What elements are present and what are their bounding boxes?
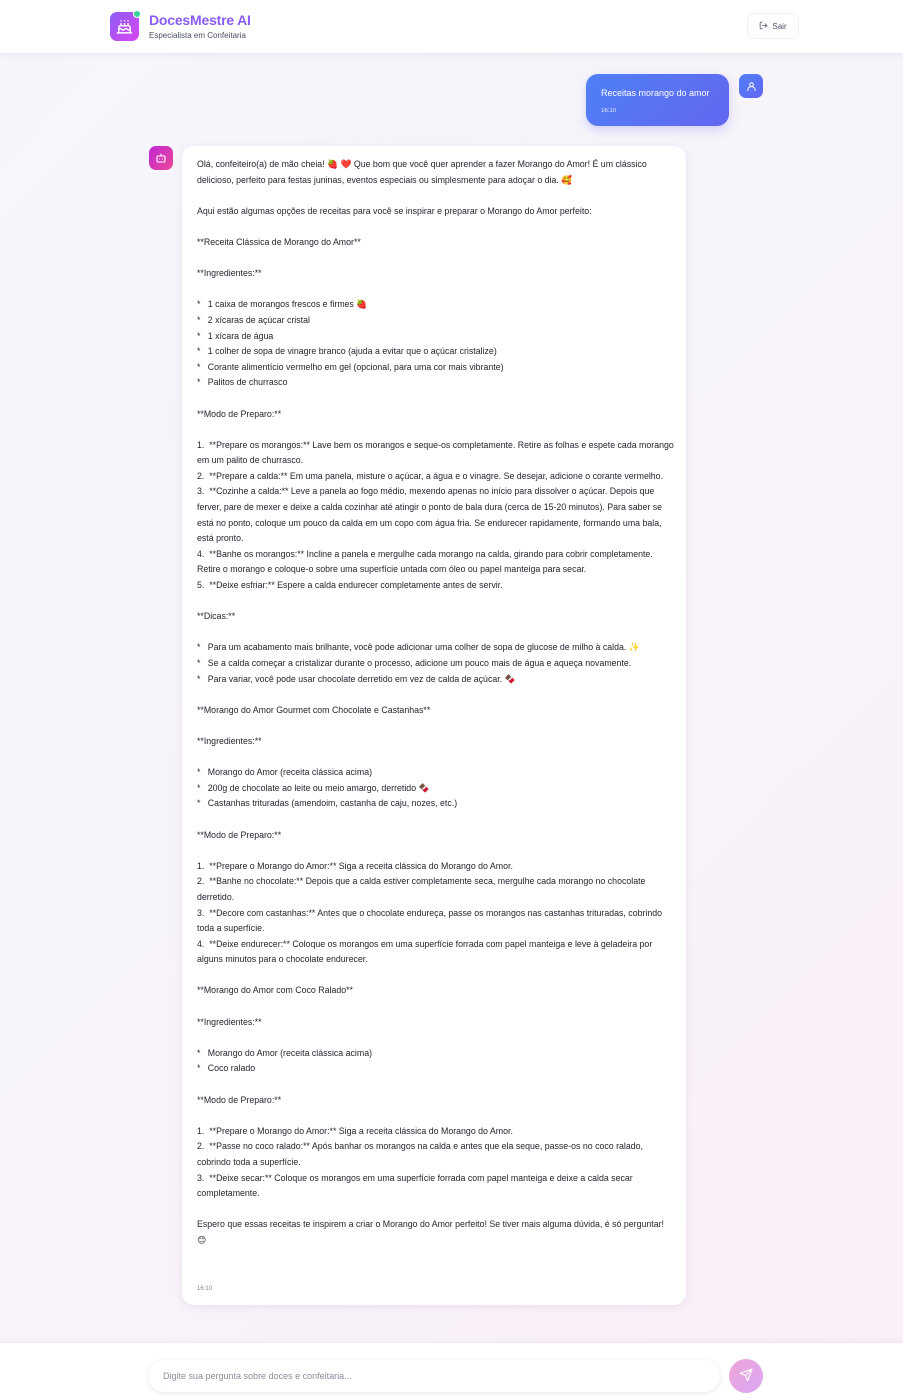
- bot-message-text: Olá, confeiteiro(a) de mão cheia! 🍓 ❤️ Que bom que você quer aprender a fazer Morango do Amor! É um clássico delicioso, perfeito para festas juninas, eventos especiais ou simplesmente para adoçar o dia. 🥰 Aqui estão algumas opções de receitas para você se inspirar e preparar o Morango do Amor perfeito: **Receita Clássica de Morango do Amor** **Ingredientes:** * 1 caixa de morangos frescos e firmes 🍓 * 2 xícaras de açúcar cristal * 1 xícara de água * 1 colher de sopa de vinagre branco (ajuda a evitar que o açúcar cristalize) * Corante alimentício vermelho em gel (opcional, para uma cor mais vibrante) * Palitos de churrasco **Modo de Preparo:** 1. **Prepare os morangos:** Lave bem os morangos e seque-os completamente. Retire as folhas e espete cada morango em um palito de churrasco. 2. **Prepare a calda:** Em uma panela, misture o açúcar, a água e o vinagre. Se desejar, adicione o corante vermelho. 3. **Cozinhe a calda:** Leve a panela ao fogo médio, mexendo apenas no início para dissolver o açúcar. Depois que ferver, pare de mexer e deixe a calda cozinhar até atingir o ponto de bala dura (cerca de 15-20 minutos). Para saber se está no ponto, coloque um pouco da calda em um copo com água fria. Se endurecer rapidamente, formando uma bala, está pronto. 4. **Banhe os morangos:** Incline a panela e mergulhe cada morango na calda, girando para cobrir completamente. Retire o morango e coloque-o sobre uma superfície untada com óleo ou papel manteiga para secar. 5. **Deixe esfriar:** Espere a calda endurecer completamente antes de servir. **Dicas:** * Para um acabamento mais brilhante, você pode adicionar uma colher de sopa de glucose de milho à calda. ✨ * Se a calda começar a cristalizar durante o processo, adicione um pouco mais de água e aqueça novamente. * Para variar, você pode usar chocolate derretido em vez de calda de açúcar. 🍫 **Morango do Amor Gourmet com Chocolate e Castanhas** **Ingredientes:** * Morango do Amor (receita clássica acima) * 200g de chocolate ao leite ou meio amargo, derretido 🍫 * Castanhas trituradas (amendoim, castanha de caju, nozes, etc.) **Modo de Preparo:** 1. **Prepare o Morango do Amor:** Siga a receita clássica do Morango do Amor. 2. **Banhe no chocolate:** Depois que a calda estiver completamente seca, mergulhe cada morango no chocolate derretido. 3. **Decore com castanhas:** Antes que o chocolate endureça, passe os morangos nas castanhas trituradas, cobrindo toda a superfície. 4. **Deixe endurecer:** Coloque os morangos em uma superfície forrada com papel manteiga e leve à geladeira por alguns minutos para o chocolate endurecer. **Morango do Amor com Coco Ralado** **Ingredientes:** * Morango do Amor (receita clássica acima) * Coco ralado **Modo de Preparo:** 1. **Prepare o Morango do Amor:** Siga a receita clássica do Morango do Amor. 2. **Passe no coco ralado:** Após banhar os morangos na calda e antes que ela seque, passe-os no coco ralado, cobrindo toda a superfície. 3. **Deixe secar:** Coloque os morangos em uma superfície forrada com papel manteiga e deixe a calda secar completamente. Espero que essas receitas te inspirem a criar o Morango do Amor perfeito! Se tiver mais alguma dúvida, é só perguntar! 😊: [197, 159, 674, 1245]
- logout-label: Sair: [772, 21, 787, 31]
- logout-icon: [759, 21, 768, 32]
- brand-subtitle: Especialista em Confeitaria: [149, 31, 246, 40]
- send-icon: [739, 1368, 753, 1385]
- user-message-time: 16:10: [601, 108, 617, 114]
- brand-title: DocesMestre AI: [149, 12, 251, 28]
- user-message-text: Receitas morango do amor: [601, 88, 710, 98]
- message-input[interactable]: [148, 1360, 720, 1392]
- app-header: [0, 0, 903, 53]
- bot-avatar-icon: [149, 146, 173, 170]
- logout-button[interactable]: [748, 14, 798, 38]
- bot-message-time: 16:10: [197, 1286, 213, 1292]
- bot-message-bubble: [182, 146, 686, 1305]
- online-status-dot: [133, 10, 141, 18]
- user-avatar-icon: [739, 74, 763, 98]
- user-message-bubble: [586, 74, 729, 126]
- send-button[interactable]: [729, 1359, 763, 1393]
